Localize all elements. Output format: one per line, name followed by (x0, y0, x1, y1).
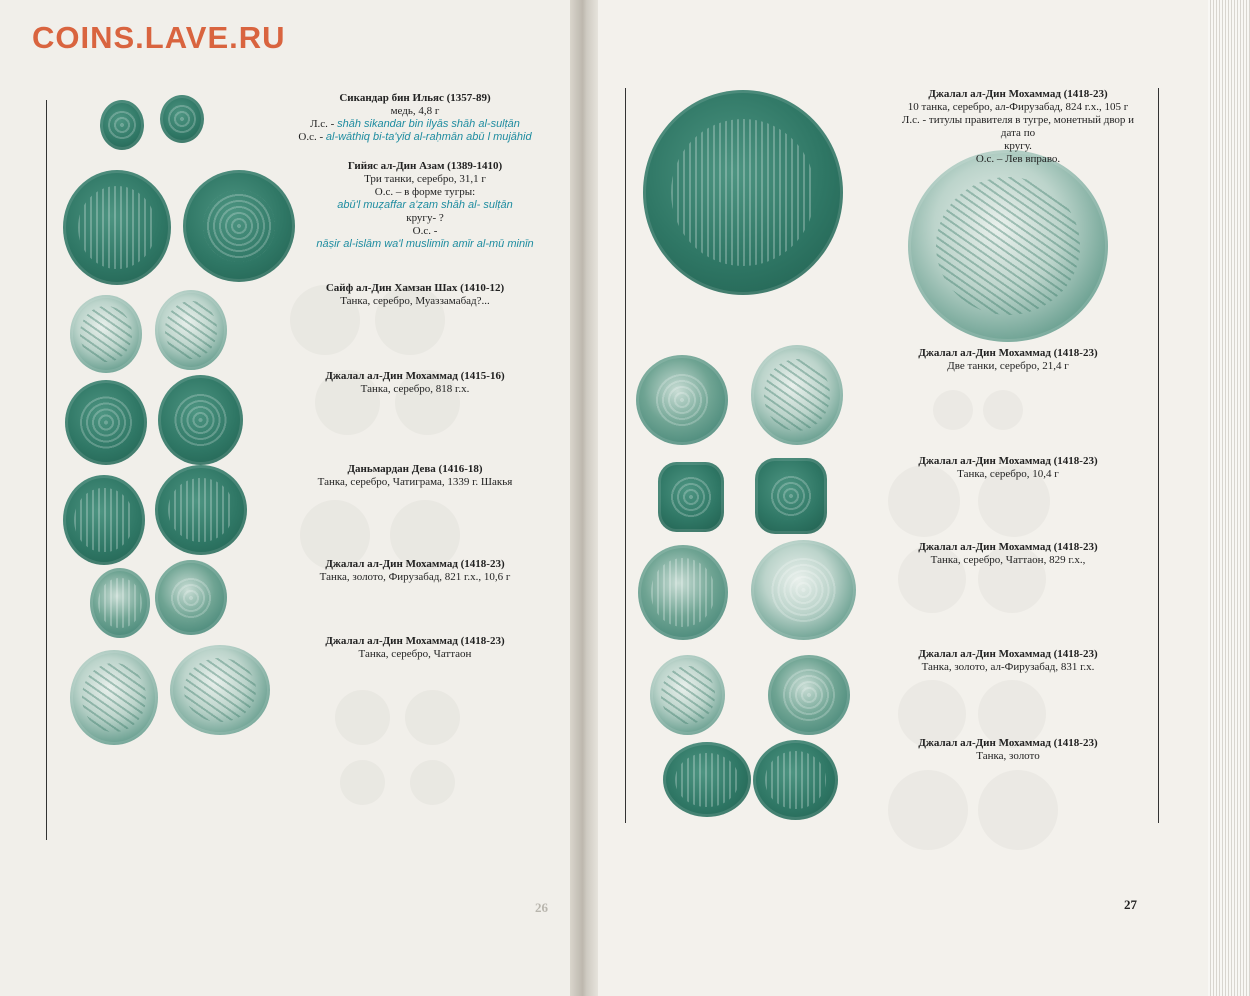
coin-jalal-chattagon-obverse (70, 650, 158, 745)
show-through (888, 770, 968, 850)
coin-gold-obverse (663, 742, 751, 817)
entry-detail: Танка, серебро, Муаззамабад?... (340, 295, 490, 307)
entry-tanka-10-4 (888, 455, 1128, 481)
coin-hex-reverse (755, 458, 827, 534)
entry-title: Даньмардан Дева (1416-18) (347, 463, 483, 475)
entry-title: Джалал ал-Дин Мохаммад (1418-23) (918, 455, 1098, 467)
book-gutter (570, 0, 598, 996)
coin-10-tanka-reverse (908, 150, 1108, 342)
entry-10-tanka (898, 88, 1138, 166)
entry-detail: Танка, золото, ал-Фирузабад, 831 г.х. (921, 661, 1095, 673)
coin-sikandar-reverse (160, 95, 204, 143)
entry-detail: 10 танка, серебро, ал-Фирузабад, 824 г.х., 105 г (907, 101, 1129, 113)
coin-hamza-obverse (70, 295, 142, 373)
reverse-legend: О.с. - al-wāthiq bi-ta'yīd al-raḥmān abū l mujāhid (298, 131, 532, 143)
coin-10-tanka-obverse (643, 90, 843, 295)
entry-sikandar (280, 92, 550, 144)
left-page (0, 0, 570, 996)
entry-detail: Танка, серебро, Чатиграма, 1339 г. Шакья (317, 476, 513, 488)
entry-title: Джалал ал-Дин Мохаммад (1418-23) (918, 648, 1098, 660)
entry-detail: Танка, серебро, Чаттаон (358, 648, 472, 660)
entry-title: Гийяс ал-Дин Азам (1389-1410) (347, 160, 503, 172)
entry-title: Джалал ал-Дин Мохаммад (1418-23) (325, 558, 505, 570)
show-through (410, 760, 455, 805)
watermark: COINS.LAVE.RU (32, 20, 286, 55)
entry-detail: кругу- ? (406, 212, 444, 224)
entry-title: Сикандар бин Ильяс (1357-89) (339, 92, 491, 104)
coin-chattagon-obverse (638, 545, 728, 640)
entry-azam (290, 160, 560, 251)
coin-firuzabad-reverse (768, 655, 850, 735)
entry-firuzabad-gold (888, 648, 1128, 674)
left-margin-line (46, 100, 47, 840)
show-through (335, 690, 390, 745)
entry-detail: Л.с. - титулы правителя в тугре, монетный двор и дата по (901, 114, 1135, 139)
tughra-legend: abū'l muẓaffar a'ẓam shāh al- sulṭān (337, 199, 513, 211)
coin-jalal-1415-obverse (65, 380, 147, 465)
page-number: 27 (1124, 897, 1137, 912)
entry-title: Джалал ал-Дин Мохаммад (1415-16) (325, 370, 505, 382)
entry-title: Джалал ал-Дин Мохаммад (1418-23) (928, 88, 1108, 100)
show-through (933, 390, 973, 430)
right-margin-line-right (1158, 88, 1159, 823)
coin-danujamardana-reverse (155, 465, 247, 555)
coin-jalal-chattagon-reverse (170, 645, 270, 735)
entry-detail: Танка, золото (976, 750, 1040, 762)
obverse-legend: Л.с. - shāh sikandar bin ilyās shāh al-sulṭān (310, 118, 520, 130)
page-edges (1208, 0, 1250, 996)
reverse-legend: nāṣir al-islām wa'l muslimīn amīr al-mū minīn (316, 238, 534, 250)
entry-title: Джалал ал-Дин Мохаммад (1418-23) (325, 635, 505, 647)
entry-detail: О.с. - (412, 225, 438, 237)
entry-jalal-1415 (280, 370, 550, 396)
entry-detail: О.с. – в форме тугры: (374, 186, 476, 198)
show-through (978, 770, 1058, 850)
entry-detail: кругу. (1004, 140, 1032, 152)
right-page (598, 0, 1208, 996)
coin-hamza-reverse (155, 290, 227, 370)
page-number: 26 (535, 900, 548, 915)
coin-sikandar-obverse (100, 100, 144, 150)
coin-two-tanka-reverse (751, 345, 843, 445)
entry-jalal-chattagon (280, 635, 550, 661)
entry-detail: Танка, серебро, 818 г.х. (360, 383, 470, 395)
entry-detail: Две танки, серебро, 21,4 г (947, 360, 1069, 372)
entry-detail: Три танки, серебро, 31,1 г (364, 173, 486, 185)
entry-title: Джалал ал-Дин Мохаммад (1418-23) (918, 737, 1098, 749)
coin-danujamardana-obverse (63, 475, 145, 565)
entry-detail: Танка, золото, Фирузабад, 821 г.х., 10,6 г (319, 571, 511, 583)
entry-title: Джалал ал-Дин Мохаммад (1418-23) (918, 347, 1098, 359)
coin-gold-reverse (753, 740, 838, 820)
entry-hamza (280, 282, 550, 308)
right-margin-line-left (625, 88, 626, 823)
coin-hex-obverse (658, 462, 724, 532)
coin-two-tanka-obverse (636, 355, 728, 445)
coin-jalal-1415-reverse (158, 375, 243, 465)
entry-danujamardana (280, 463, 550, 489)
entry-title: Сайф ал-Дин Хамзан Шах (1410-12) (325, 282, 505, 294)
entry-detail: Танка, серебро, 10,4 г (957, 468, 1059, 480)
entry-gold (888, 737, 1128, 763)
show-through (340, 760, 385, 805)
entry-detail: Танка, серебро, Чаттаон, 829 г.х., (930, 554, 1086, 566)
coin-azam-reverse (183, 170, 295, 282)
coin-jalal-gold-obverse (90, 568, 150, 638)
coin-azam-obverse (63, 170, 171, 285)
coin-jalal-gold-reverse (155, 560, 227, 635)
entry-chattagon (888, 541, 1128, 567)
coin-chattagon-reverse (751, 540, 856, 640)
entry-two-tanka (888, 347, 1128, 373)
entry-jalal-gold (280, 558, 550, 584)
entry-detail: О.с. – Лев вправо. (975, 153, 1061, 165)
show-through (405, 690, 460, 745)
show-through (983, 390, 1023, 430)
entry-title: Джалал ал-Дин Мохаммад (1418-23) (918, 541, 1098, 553)
entry-detail: медь, 4,8 г (390, 105, 440, 117)
coin-firuzabad-obverse (650, 655, 725, 735)
